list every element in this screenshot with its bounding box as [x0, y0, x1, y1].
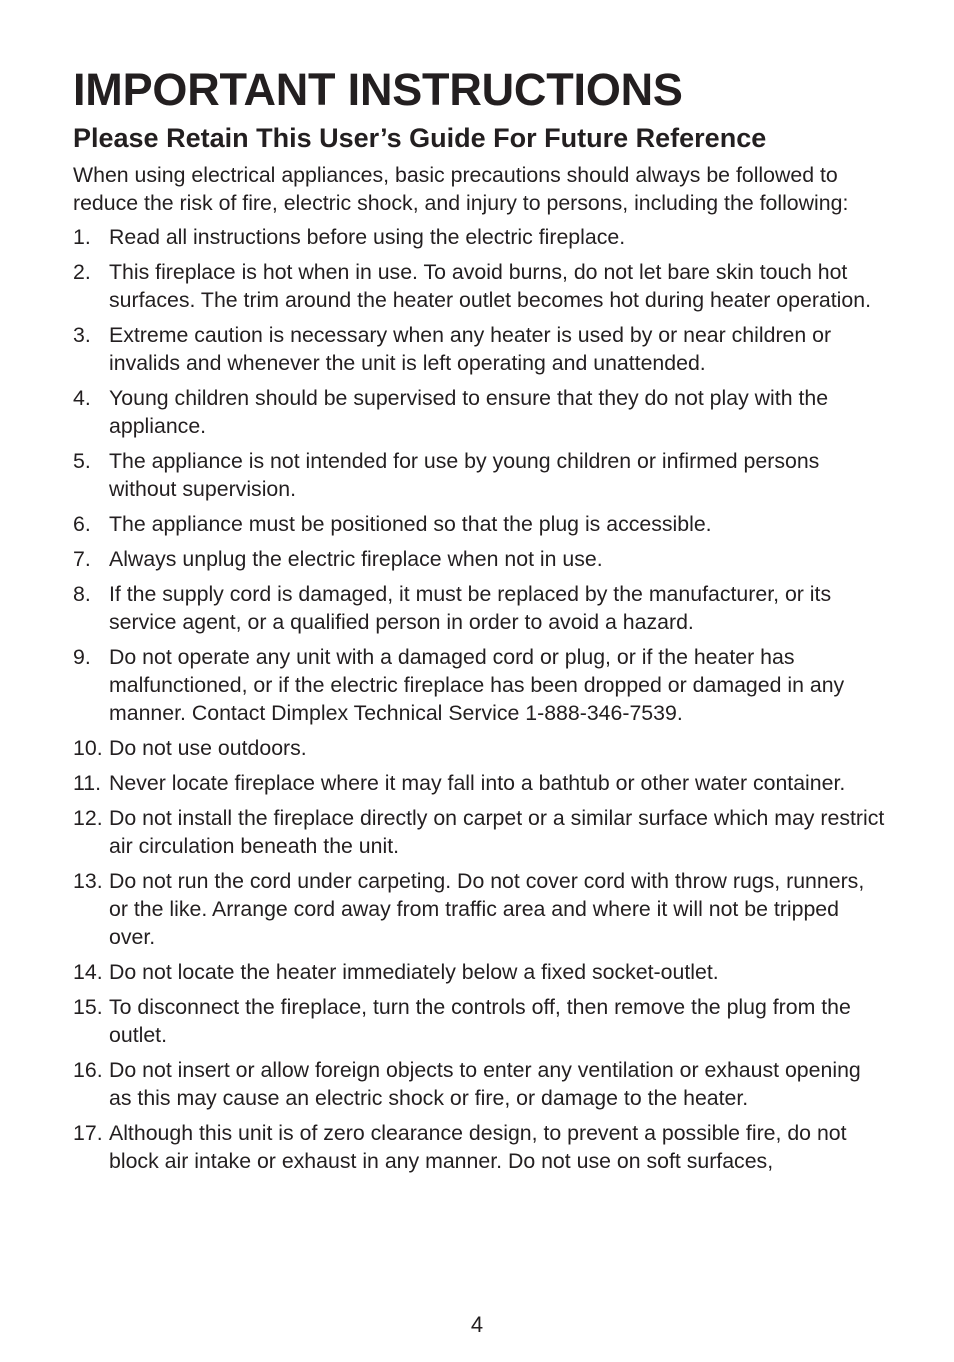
list-item: [73, 447, 885, 503]
list-item: [73, 545, 885, 573]
list-item: [73, 1056, 885, 1112]
item-number: 7.: [73, 547, 91, 571]
list-item: [73, 223, 885, 251]
item-text: Do not locate the heater immediately below a fixed socket-outlet.: [109, 960, 719, 984]
list-item: [73, 958, 885, 986]
page-title: IMPORTANT INSTRUCTIONS: [73, 64, 683, 115]
item-text: Do not install the fireplace directly on carpet or a similar surface which may restrict air circulation beneath the unit.: [109, 806, 885, 858]
item-number: 11.: [73, 771, 102, 795]
item-number: 5.: [73, 449, 91, 473]
list-item: [73, 384, 885, 440]
list-item: [73, 993, 885, 1049]
list-item: [73, 734, 885, 762]
list-item: [73, 867, 885, 951]
item-number: 15.: [73, 995, 103, 1019]
item-number: 6.: [73, 512, 91, 536]
item-number: 13.: [73, 869, 103, 893]
item-text: This fireplace is hot when in use. To avoid burns, do not let bare skin touch hot surfaces. The trim around the heater outlet becomes hot during heater operation.: [109, 260, 872, 312]
list-item: [73, 321, 885, 377]
list-item: [73, 1119, 885, 1175]
item-number: 4.: [73, 386, 91, 410]
document-page: [73, 62, 885, 1182]
item-number: 16.: [73, 1058, 103, 1082]
list-item: [73, 580, 885, 636]
item-number: 8.: [73, 582, 91, 606]
item-number: 10.: [73, 736, 103, 760]
item-number: 3.: [73, 323, 91, 347]
item-text: Do not run the cord under carpeting. Do not cover cord with throw rugs, runners, or the like. Arrange cord away from traffic area and where it will not be tripped over.: [109, 869, 865, 949]
item-number: 1.: [73, 225, 91, 249]
item-number: 9.: [73, 645, 91, 669]
item-text: Read all instructions before using the electric fireplace.: [109, 225, 626, 249]
item-text: Never locate fireplace where it may fall into a bathtub or other water container.: [109, 771, 846, 795]
item-number: 14.: [73, 960, 103, 984]
item-text: To disconnect the fireplace, turn the controls off, then remove the plug from the outlet.: [109, 995, 851, 1047]
item-text: Young children should be supervised to ensure that they do not play with the appliance.: [109, 386, 829, 438]
item-number: 2.: [73, 260, 91, 284]
item-number: 17.: [73, 1121, 103, 1145]
item-text: Extreme caution is necessary when any heater is used by or near children or invalids and whenever the unit is left operating and unattended.: [109, 323, 832, 375]
page-subtitle: Please Retain This User’s Guide For Future Reference: [73, 123, 767, 153]
item-text: Do not insert or allow foreign objects to enter any ventilation or exhaust opening as this may cause an electric shock or fire, or damage to the heater.: [109, 1058, 861, 1110]
list-item: [73, 769, 885, 797]
list-item: [73, 258, 885, 314]
item-text: If the supply cord is damaged, it must be replaced by the manufacturer, or its service agent, or a qualified person in order to avoid a hazard.: [109, 582, 832, 634]
intro-paragraph: When using electrical appliances, basic precautions should always be followed to reduce the risk of fire, electric shock, and injury to persons, including the following:: [73, 163, 849, 215]
item-text: The appliance must be positioned so that the plug is accessible.: [109, 512, 712, 536]
list-item: [73, 510, 885, 538]
item-text: The appliance is not intended for use by young children or infirmed persons without supervision.: [109, 449, 820, 501]
item-text: Always unplug the electric fireplace when not in use.: [109, 547, 603, 571]
item-text: Do not operate any unit with a damaged cord or plug, or if the heater has malfunctioned, or if the electric fireplace has been dropped or damaged in any manner. Contact Dimplex Technical Service 1-888-346-7539.: [109, 645, 845, 725]
page-number: 4: [470, 1312, 484, 1337]
item-text: Although this unit is of zero clearance design, to prevent a possible fire, do not block air intake or exhaust in any manner. Do not use on soft surfaces,: [109, 1121, 847, 1173]
list-item: [73, 804, 885, 860]
item-number: 12.: [73, 806, 103, 830]
instructions-list: [73, 223, 885, 1175]
list-item: [73, 643, 885, 727]
item-text: Do not use outdoors.: [109, 736, 307, 760]
